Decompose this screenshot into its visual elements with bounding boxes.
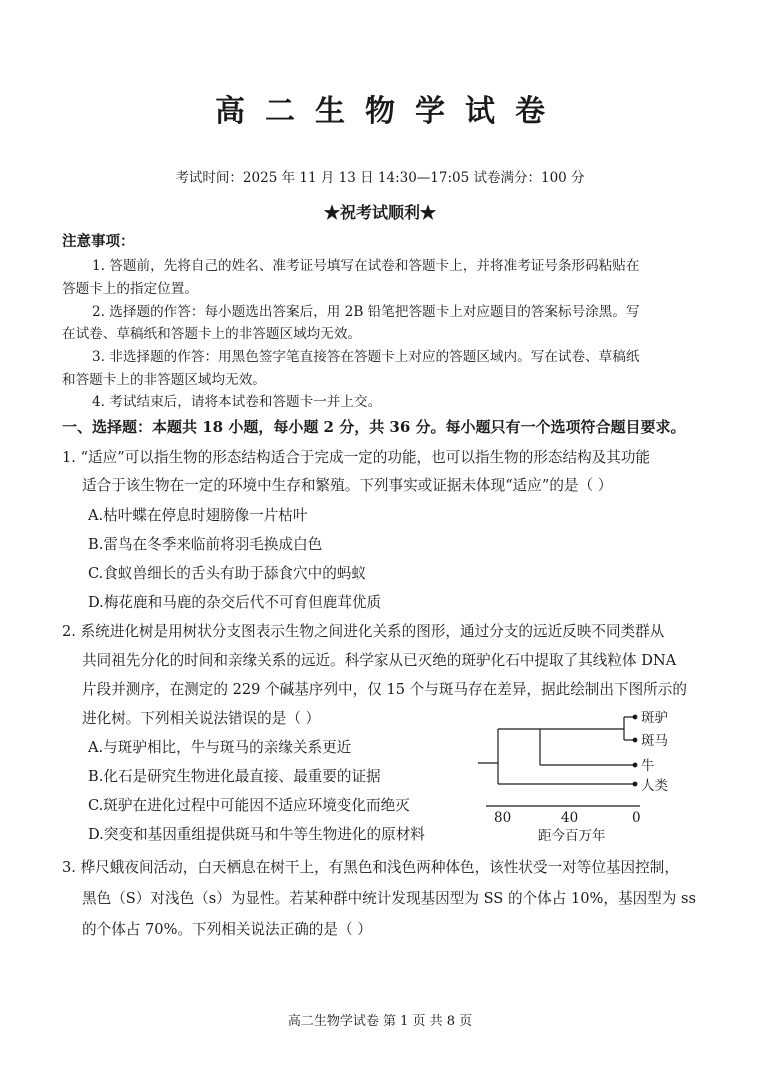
notice-line: 4. 考试结束后，请将本试卷和答题卡一并上交。 — [92, 394, 382, 410]
axis-tick-label: 0 — [632, 810, 641, 826]
notice-line: 3. 非选择题的作答：用黑色签字笔直接答在答题卡上对应的答题区域内。写在试卷、草稿纸 — [92, 349, 640, 365]
question-3-line: 的个体占 70%。下列相关说法正确的是（ ） — [82, 921, 372, 938]
notice-line: 和答题卡上的非答题区域均无效。 — [62, 372, 266, 388]
question-1-option-b: B.雷鸟在冬季来临前将羽毛换成白色 — [88, 536, 323, 553]
axis-tick-label: 80 — [494, 810, 512, 826]
tip-marker — [633, 763, 638, 768]
notice-line: 2. 选择题的作答：每小题选出答案后，用 2B 铅笔把答题卡上对应题目的答案标号涂黑。写 — [92, 304, 640, 320]
taxon-label: 斑马 — [641, 733, 668, 749]
axis-tick-label: 40 — [561, 810, 579, 826]
page-title: 高二生物学试卷 — [215, 94, 565, 129]
question-1-line: 1. “适应”可以指生物的形态结构适合于完成一定的功能，也可以指生物的形态结构及其功能 — [62, 449, 651, 466]
question-1-option-c: C.食蚁兽细长的舌头有助于舔食穴中的蚂蚁 — [88, 565, 366, 582]
question-2-line: 共同祖先分化的时间和亲缘关系的远近。科学家从已灭绝的斑驴化石中提取了其线粒体 DNA — [82, 652, 677, 669]
question-1-option-a: A.枯叶蝶在停息时翅膀像一片枯叶 — [88, 507, 308, 524]
tip-marker — [633, 715, 638, 720]
question-2-line: 进化树。下列相关说法错误的是（ ） — [82, 710, 321, 727]
taxon-label: 斑驴 — [641, 710, 668, 726]
question-2-line: 2. 系统进化树是用树状分支图表示生物之间进化关系的图形，通过分支的远近反映不同类群从 — [62, 623, 665, 640]
question-2-option-b: B.化石是研究生物进化最直接、最重要的证据 — [88, 768, 381, 785]
question-2-option-a: A.与斑驴相比，牛与斑马的亲缘关系更近 — [88, 739, 352, 756]
question-3-line: 黑色（S）对浅色（s）为显性。若某种群中统计发现基因型为 SS 的个体占 10%，基因型为 ss — [82, 890, 696, 907]
notice-line: 1. 答题前，先将自己的姓名、准考证号填写在试卷和答题卡上，并将准考证号条形码粘贴在 — [92, 258, 640, 274]
section-heading: 一、选择题：本题共 18 小题，每小题 2 分，共 36 分。每小题只有一个选项符合题目要求。 — [62, 418, 686, 436]
notice-line: 答题卡上的指定位置。 — [62, 281, 198, 297]
page-footer: 高二生物学试卷 第 1 页 共 8 页 — [287, 1014, 473, 1029]
question-2-option-c: C.斑驴在进化过程中可能因不适应环境变化而绝灭 — [88, 797, 410, 814]
phylogenetic-tree-figure — [470, 700, 690, 845]
tip-marker — [633, 738, 638, 743]
notice-heading: 注意事项： — [62, 233, 135, 250]
taxon-label: 牛 — [641, 758, 655, 774]
question-1-line: 适合于该生物在一定的环境中生存和繁殖。下列事实或证据未体现“适应”的是（ ） — [82, 477, 613, 494]
question-2-line: 片段并测序，在测定的 229 个碱基序列中，仅 15 个与斑马存在差异，据此绘制出下图所示的 — [82, 681, 687, 698]
axis-title: 距今百万年 — [538, 828, 606, 844]
good-luck-banner: ★祝考试顺利★ — [323, 203, 436, 222]
tip-marker — [633, 782, 638, 787]
question-2-option-d: D.突变和基因重组提供斑马和牛等生物进化的原材料 — [88, 826, 425, 843]
question-3-line: 3. 桦尺蛾夜间活动，白天栖息在树干上，有黑色和浅色两种体色，该性状受一对等位基因控制， — [62, 859, 679, 876]
notice-line: 在试卷、草稿纸和答题卡上的非答题区域均无效。 — [62, 326, 362, 342]
exam-meta: 考试时间：2025 年 11 月 13 日 14:30—17:05 试卷满分：100 分 — [175, 170, 585, 186]
taxon-label: 人类 — [641, 778, 668, 794]
question-1-option-d: D.梅花鹿和马鹿的杂交后代不可育但鹿茸优质 — [88, 594, 382, 611]
